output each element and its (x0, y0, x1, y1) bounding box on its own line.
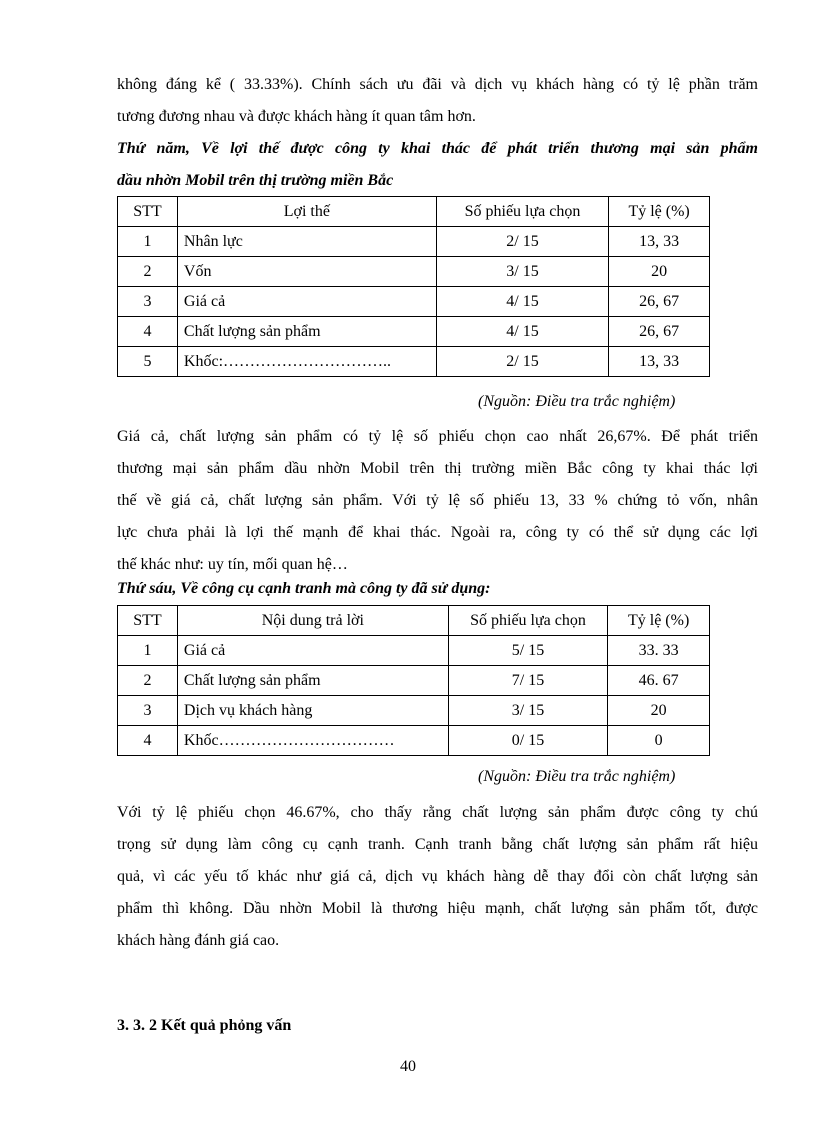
table-cell: Vốn (177, 257, 436, 287)
page-number: 40 (400, 1058, 416, 1075)
table-row (118, 227, 710, 257)
paragraph-analysis-2 (117, 797, 758, 957)
section-heading: 3. 3. 2 Kết quả phỏng vấn (117, 1017, 292, 1034)
paragraph-line: thương mại sản phẩm dầu nhờn Mobil trên thị trường miền Bắc công ty khai thác lợi (117, 460, 758, 477)
table-cell: 5/ 15 (448, 636, 608, 666)
table-cell: 20 (608, 696, 710, 726)
table-cell: 26, 67 (609, 317, 710, 347)
paragraph-line: thế khác như: uy tín, mối quan hệ… (117, 556, 348, 573)
table-cell: 2 (118, 257, 178, 287)
table-cell: 3 (118, 287, 178, 317)
table-row (118, 347, 710, 377)
table-header-cell: STT (118, 197, 178, 227)
table-source-note: (Nguồn: Điều tra trắc nghiệm) (478, 393, 676, 410)
table-cell: 3/ 15 (448, 696, 608, 726)
table-cell: 4/ 15 (436, 317, 608, 347)
table-header-cell: Tỷ lệ (%) (608, 606, 710, 636)
paragraph-intro (117, 69, 758, 133)
table-row (118, 317, 710, 347)
table-row (118, 696, 710, 726)
paragraph-line: phẩm thì không. Dầu nhờn Mobil là thương hiệu mạnh, chất lượng sản phẩm tốt, được (117, 900, 758, 917)
table-row (118, 257, 710, 287)
table-cell: Khốc:………………………….. (177, 347, 436, 377)
paragraph-line: trọng sử dụng làm công cụ cạnh tranh. Cạnh tranh bằng chất lượng sản phẩm rất hiệu (117, 836, 758, 853)
table-row (118, 666, 710, 696)
table-cell: 4/ 15 (436, 287, 608, 317)
table-row (118, 287, 710, 317)
table-cell: 7/ 15 (448, 666, 608, 696)
table-cell: 13, 33 (609, 347, 710, 377)
table-cell: 4 (118, 317, 178, 347)
table-cell: Dịch vụ khách hàng (177, 696, 448, 726)
table-cell: 20 (609, 257, 710, 287)
table-header-cell: Lợi thế (177, 197, 436, 227)
table-cell: 2/ 15 (436, 227, 608, 257)
table-cell: Chất lượng sản phẩm (177, 317, 436, 347)
paragraph-line: khách hàng đánh giá cao. (117, 932, 280, 949)
table-cell: Nhân lực (177, 227, 436, 257)
table-header-row (118, 606, 710, 636)
table-cell: Chất lượng sản phẩm (177, 666, 448, 696)
paragraph-line: Với tỷ lệ phiếu chọn 46.67%, cho thấy rằng chất lượng sản phẩm được công ty chú (117, 804, 758, 821)
table-cell: 4 (118, 726, 178, 756)
table-cell: Giá cả (177, 287, 436, 317)
competition-tools-table (117, 605, 710, 756)
table-header-row (118, 197, 710, 227)
table-cell: 1 (118, 227, 178, 257)
paragraph-line: Giá cả, chất lượng sản phẩm có tỷ lệ số phiếu chọn cao nhất 26,67%. Để phát triển (117, 428, 758, 445)
table-header-cell: Số phiếu lựa chọn (448, 606, 608, 636)
advantages-table (117, 196, 710, 377)
table-cell: 0 (608, 726, 710, 756)
table-cell: 2/ 15 (436, 347, 608, 377)
paragraph-line: quả, vì các yếu tố khác như giá cả, dịch vụ khách hàng dễ thay đổi còn chất lượng sản (117, 868, 758, 885)
table-header-cell: Tỷ lệ (%) (609, 197, 710, 227)
paragraph-analysis-1 (117, 421, 758, 581)
paragraph-line: lực chưa phải là lợi thế mạnh để khai thác. Ngoài ra, công ty có thể sử dụng các lợi (117, 524, 758, 541)
paragraph-line: tương đương nhau và được khách hàng ít quan tâm hơn. (117, 108, 476, 125)
heading-thu-nam (117, 133, 758, 197)
paragraph-line: thế về giá cả, chất lượng sản phẩm. Với tỷ lệ số phiếu 13, 33 % chứng tỏ vốn, nhân (117, 492, 758, 509)
table-cell: Khốc…………………………… (177, 726, 448, 756)
table-cell: 2 (118, 666, 178, 696)
heading-line: dầu nhờn Mobil trên thị trường miền Bắc (117, 172, 394, 189)
table-header-cell: Số phiếu lựa chọn (436, 197, 608, 227)
table-row (118, 636, 710, 666)
table-cell: 3 (118, 696, 178, 726)
heading-line: Thứ năm, Về lợi thế được công ty khai thác để phát triển thương mại sản phẩm (117, 140, 758, 157)
table-header-cell: Nội dung trả lời (177, 606, 448, 636)
heading-thu-sau (117, 573, 758, 605)
table-cell: 3/ 15 (436, 257, 608, 287)
table-cell: 5 (118, 347, 178, 377)
paragraph-line: không đáng kể ( 33.33%). Chính sách ưu đãi và dịch vụ khách hàng có tỷ lệ phần trăm (117, 76, 758, 93)
table-cell: 13, 33 (609, 227, 710, 257)
table-row (118, 726, 710, 756)
table-header-cell: STT (118, 606, 178, 636)
table-cell: 0/ 15 (448, 726, 608, 756)
table-source-note: (Nguồn: Điều tra trắc nghiệm) (478, 768, 676, 785)
table-cell: Giá cả (177, 636, 448, 666)
table-cell: 46. 67 (608, 666, 710, 696)
table-cell: 26, 67 (609, 287, 710, 317)
table-cell: 33. 33 (608, 636, 710, 666)
table-cell: 1 (118, 636, 178, 666)
heading-line: Thứ sáu, Về công cụ cạnh tranh mà công ty đã sử dụng: (117, 580, 491, 597)
